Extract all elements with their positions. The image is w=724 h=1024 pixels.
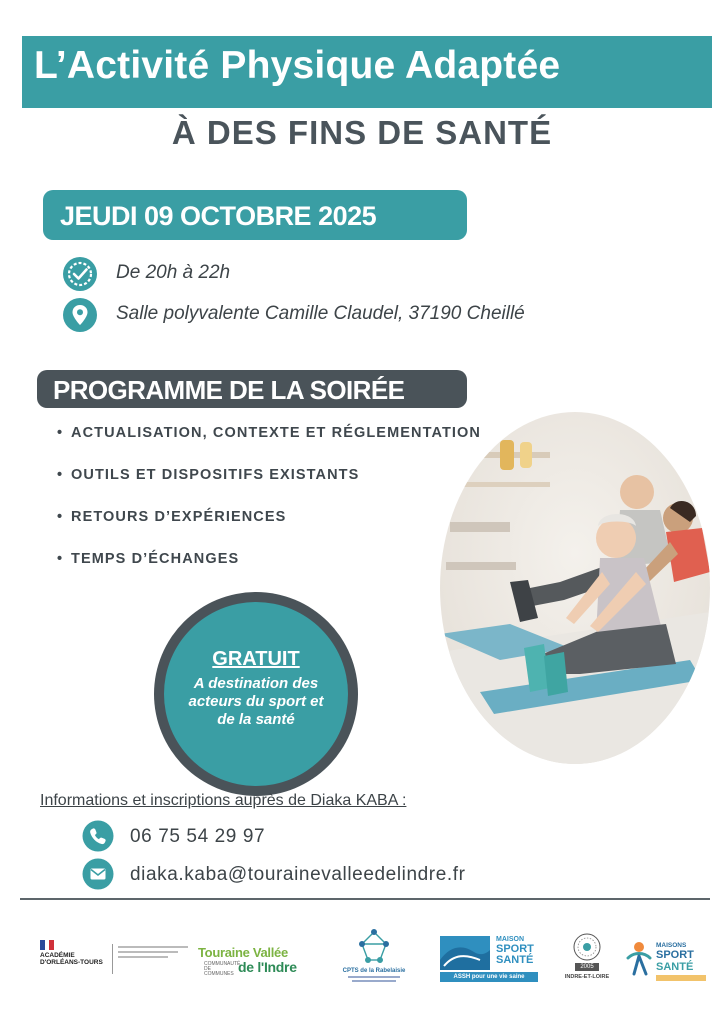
- bullet-icon: •: [57, 551, 64, 567]
- footer-divider: [20, 898, 710, 900]
- page-title: L’Activité Physique Adaptée: [34, 44, 561, 87]
- program-heading-badge: [37, 370, 467, 408]
- maisons-sport-sante-logo: MAISONS SPORT SANTÉ: [622, 938, 712, 986]
- free-badge: [154, 592, 358, 796]
- network-node-icon: [354, 928, 394, 966]
- program-item: • ACTUALISATION, CONTEXTE ET RÉGLEMENTATION: [57, 425, 482, 441]
- map-pin-icon: [62, 297, 98, 333]
- running-figure-icon: [622, 940, 656, 980]
- event-location: Salle polyvalente Camille Claudel, 37190 Cheillé: [116, 303, 525, 324]
- event-date-badge: [43, 190, 467, 240]
- academie-logo: [40, 940, 190, 984]
- program-item: • RETOURS D’EXPÉRIENCES: [57, 509, 287, 525]
- contact-heading: Informations et inscriptions auprès de Diaka KABA :: [40, 792, 407, 809]
- bullet-icon: •: [57, 425, 64, 441]
- bullet-icon: •: [57, 467, 64, 483]
- academie-name: ACADÉMIE D'ORLÉANS-TOURS: [40, 952, 103, 966]
- seniors-stretching-photo: [440, 412, 710, 764]
- clock-check-icon: [62, 256, 98, 292]
- program-item: • TEMPS D’ÉCHANGES: [57, 551, 240, 567]
- contact-phone[interactable]: 06 75 54 29 97: [130, 826, 266, 847]
- maison-sport-sante-logo: MAISON SPORT SANTÉ ASSH pour une vie saine: [440, 936, 538, 984]
- program-item: • OUTILS ET DISPOSITIFS EXISTANTS: [57, 467, 360, 483]
- program-heading: PROGRAMME DE LA SOIRÉE: [53, 375, 405, 405]
- seal-emblem-icon: [572, 932, 602, 962]
- bullet-icon: •: [57, 509, 64, 525]
- audience-text: A destination des acteurs du sport et de la santé: [188, 675, 324, 728]
- cpts-rabelaisie-logo: CPTS de la Rabelaisie: [336, 928, 412, 990]
- envelope-icon: [82, 858, 114, 890]
- event-date: JEUDI 09 OCTOBRE 2025: [60, 201, 377, 231]
- academie-subtext: [118, 946, 188, 968]
- touraine-vallee-indre-logo: Touraine Vallée COMMUNAUTÉ DE COMMUNES de l'Indre: [198, 945, 297, 977]
- free-badge-inner: [164, 602, 348, 786]
- french-flag-icon: [40, 940, 54, 950]
- contact-email[interactable]: diaka.kaba@tourainevalleedelindre.fr: [130, 864, 466, 885]
- title-banner: [22, 36, 712, 108]
- free-label: GRATUIT: [212, 648, 300, 670]
- cdos-indre-et-loire-logo: 2005 INDRE-ET-LOIRE: [563, 932, 611, 988]
- wave-mark: [440, 936, 490, 970]
- phone-icon: [82, 820, 114, 852]
- page-subtitle: À DES FINS DE SANTÉ: [171, 114, 553, 151]
- event-time: De 20h à 22h: [116, 262, 231, 283]
